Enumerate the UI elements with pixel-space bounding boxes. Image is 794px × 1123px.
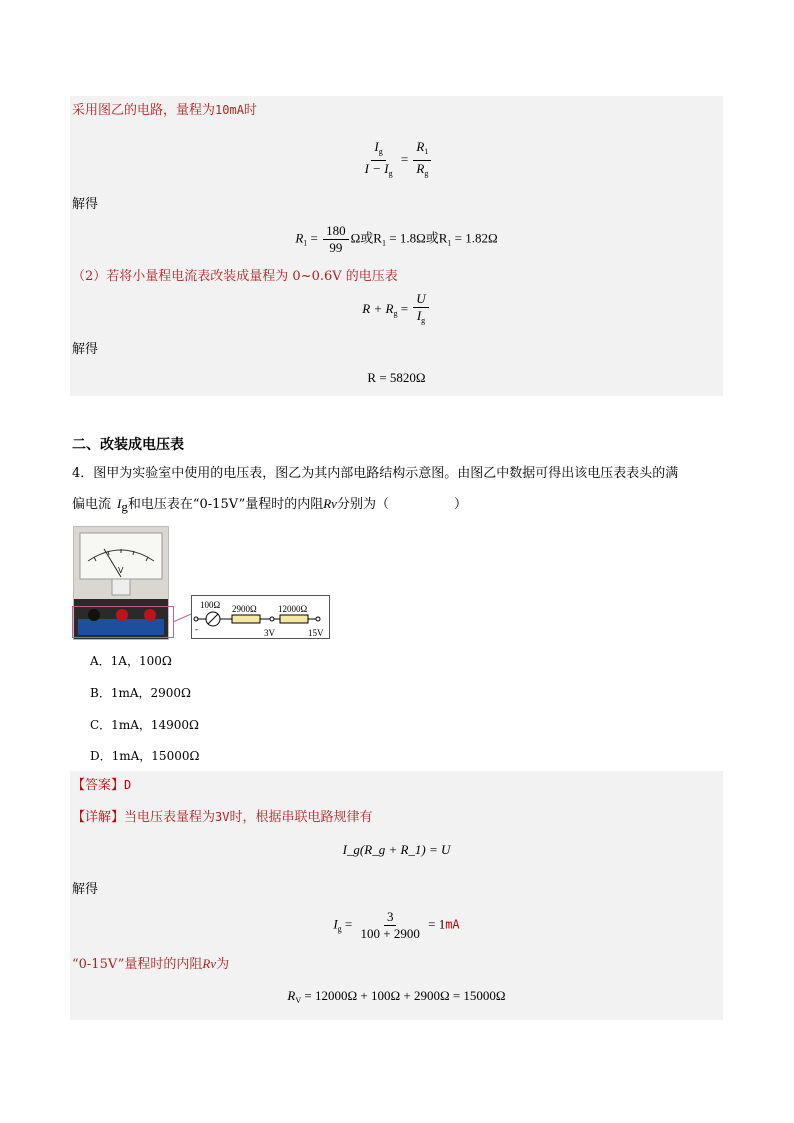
svg-text:V: V xyxy=(118,566,124,575)
fraction: $\frac{U}{I_g}$ xyxy=(413,292,428,328)
text-fragment: 时 xyxy=(243,103,257,118)
option-c[interactable]: C．1mA，14900Ω xyxy=(90,718,199,732)
arrow-line xyxy=(173,612,193,632)
text-line-circuit-range xyxy=(72,99,257,122)
equation-r-result: R = 5820Ω xyxy=(367,370,426,385)
circuit-diagram xyxy=(191,595,330,639)
equation-series: I_g(R_g + R_1) = U xyxy=(342,842,451,857)
svg-text:3V: 3V xyxy=(264,628,275,638)
answer-value: D xyxy=(124,778,132,792)
solve-label: 解得 xyxy=(72,882,99,897)
equation-ratio: $\frac{I_g}{I - I_g}$ = $\frac{R_1}{R_g}$ xyxy=(70,140,723,181)
rv-line: “0-15V”量程时的内阻Rv为 xyxy=(72,956,230,972)
fraction: $\frac{I_g}{I - I_g}$ xyxy=(364,139,393,178)
resistor-icon xyxy=(232,615,260,623)
answer-tag: 【答案】 xyxy=(72,778,125,793)
solve-label: 解得 xyxy=(72,197,99,212)
part-2-text: （2）若将小量程电流表改装成量程为 0~0.6V 的电压表 xyxy=(72,269,398,284)
svg-text:12000Ω: 12000Ω xyxy=(278,604,308,614)
option-b[interactable]: B．1mA，2900Ω xyxy=(90,686,191,700)
fraction: $\frac{R_1}{R_g}$ xyxy=(413,140,431,181)
solve-label: 解得 xyxy=(72,342,99,357)
equation-r-plus-rg: $R + R_g$ = $\frac{U}{I_g}$ xyxy=(70,292,723,328)
resistor-icon xyxy=(280,615,308,623)
svg-text:100Ω: 100Ω xyxy=(200,600,221,610)
highlight-box xyxy=(72,606,174,638)
svg-text:-: - xyxy=(195,624,198,634)
equation-r1: $R_1$ = $\frac{180}{99}$ Ω或$R_1 = 1.8\Omega$或$R_1 = 1.82\Omega$ xyxy=(295,223,498,255)
detail-tag: 【详解】 xyxy=(72,810,125,825)
text-fragment: 采用图乙的电路，量程为 xyxy=(72,103,216,118)
fraction: $\frac{3}{100 + 2900}$ xyxy=(360,909,420,941)
detail-line: 【详解】当电压表量程为3V时，根据串联电路规律有 xyxy=(72,810,373,825)
equation-ig: $I_g$ = $\frac{3}{100 + 2900}$ = 1mA xyxy=(333,909,460,941)
option-a[interactable]: A．1A，100Ω xyxy=(90,654,172,668)
value-10ma: 10mA xyxy=(215,103,244,117)
question-line-1: 4．图甲为实验室中使用的电压表，图乙为其内部电路结构示意图。由图乙中数据可得出该电压表表头的满 xyxy=(72,466,679,481)
svg-text:15V: 15V xyxy=(308,628,324,638)
fraction: $\frac{180}{99}$ xyxy=(323,224,349,255)
circuit-svg xyxy=(192,596,331,640)
section-heading: 二、改装成电压表 xyxy=(72,437,184,453)
equation-rv: $R_V = 12000\Omega + 100\Omega + 2900\Omega = 15000\Omega$ xyxy=(287,988,506,1005)
answer-line xyxy=(72,774,131,797)
question-line-2: 偏电流 $I_g$和电压表在“0-15V”量程时的内阻Rv分别为（ ） xyxy=(72,496,467,514)
svg-text:2900Ω: 2900Ω xyxy=(232,604,257,614)
option-d[interactable]: D．1mA，15000Ω xyxy=(90,749,200,763)
